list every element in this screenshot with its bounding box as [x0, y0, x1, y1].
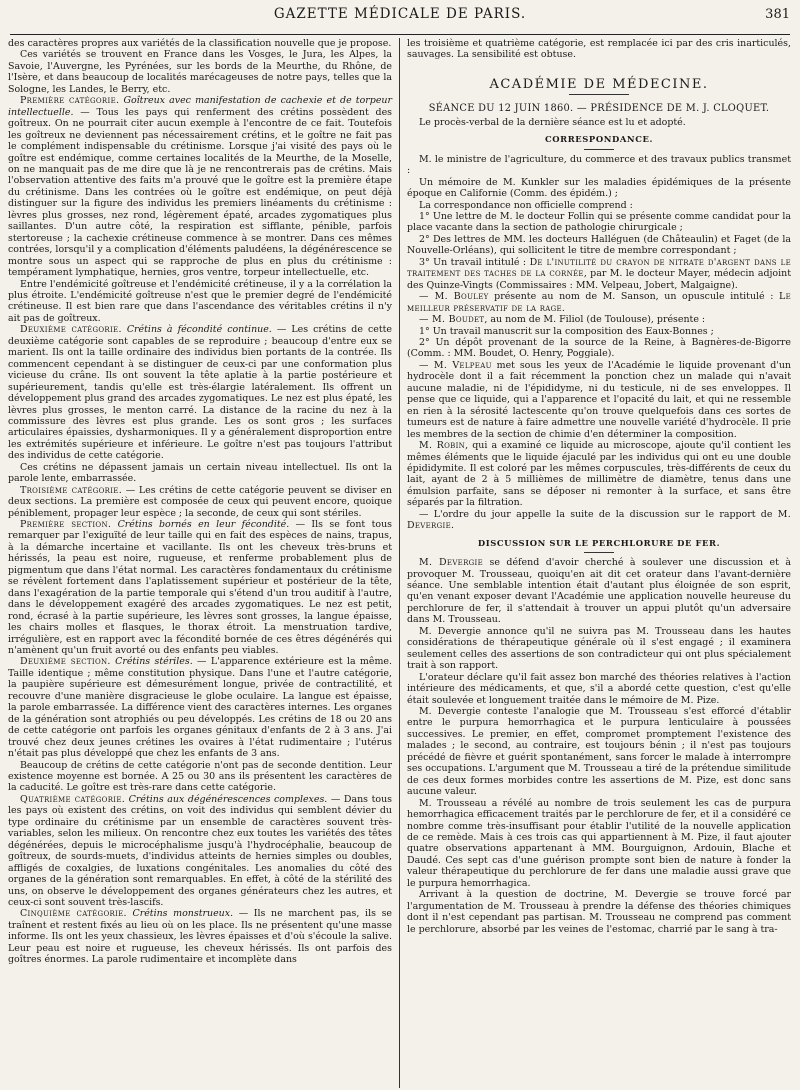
paragraph: Arrivant à la question de doctrine, M. Devergie se trouve forcé par l'argumentation de M. Trousseau à prendre la défense des théories chimiques dont il n'est cependant pas partisan. M. Trousseau ne comprend pas comment le perchlorure, absorbé par les veines de l'estomac, charrié par le sang à tra- [407, 889, 791, 935]
paragraph-fourth-category [8, 794, 392, 909]
left-column [8, 38, 399, 1088]
work-title: Le meilleur préservatif de la rage. [407, 291, 791, 314]
paragraph: Ces variétés se trouvent en France dans les Vosges, le Jura, les Alpes, la Savoie, l'Auvergne, les Pyrénées, sur les bords de la Meurthe, du Rhône, de l'Isère, et dans beaucoup de localités marécageuses de notre pays, telles que la Sologne, les Landes, le Berry, etc. [8, 49, 392, 95]
paragraph: — M. Velpeau met sous les yeux de l'Académie le liquide provenant d'un hydrocèle dont il a fait récemment la ponction chez un malade qui n'avait aucune maladie, ni de l'épididyme, ni du testicule, ni de ses enveloppes. Il pense que ce liquide, qui a l'apparence et l'opacité du lait, et qui ne ressemble en rien à la sérosité lactescente qu'on trouve quelquefois dans ces sortes de tumeurs est de nature à faire admettre une nouvelle variété d'hydrocèle. Il prie les membres de la section de chimie d'en déterminer la composition. [407, 359, 791, 440]
paragraph: M. Robin, qui a examiné ce liquide au microscope, ajoute qu'il contient les mêmes éléments que le liquide éjaculé par les individus qui ont eu une double épididymite. Il est coloré par les mêmes corpuscules, très-différents de ceux du lait, ayant de 2 à 5 millièmes de millimètre de diamètre, tenus dans une émulsion parfaite, sans se déposer ni remonter à la surface, et sans être séparés par la filtration. [407, 440, 791, 509]
paragraph-text: — Les crétins de cette catégorie peuvent se diviser en deux sections. La première est composée de ceux qui peuvent encore, quoique péniblement, propager leur espèce ; la seconde, de ceux qui sont stériles. [8, 484, 392, 519]
paragraph: les troisième et quatrième catégorie, est remplacée ici par des cris inarticulés, sauvages. La sensibilité est obtuse. [407, 38, 791, 61]
page-header [10, 6, 790, 35]
paragraph: Entre l'endémicité goîtreuse et l'endémicité crétineuse, il y a la corrélation la plus étroite. L'endémicité goîtreuse n'est que le premier degré de l'endémicité crétineuse. Il est bien rare que dans l'ascendance des véritables crétins il n'y ait pas de goîtreux. [8, 278, 392, 324]
paragraph: Ces crétins ne dépassent jamais un certain niveau intellectuel. Ils ont la parole lente, embarrassée. [8, 461, 392, 485]
speaker-name: — M. Bouley [419, 291, 489, 303]
category-title: Crétins aux dégénérescences complexes. [128, 793, 328, 805]
paragraph-text: — L'apparence extérieure est la même. Taille identique ; même constitution physique. Dans l'une et l'autre catégorie, la paupière supérieure est démesurément longue, privée de contractilité, et recouvre d'une manière disgracieuse le globe oculaire. La langue est épaisse, la parole embarrassée. La différence vient des caractères internes. Les organes de la génération sont atrophiés ou peu développés. Les crétins de 18 ou 20 ans de cette catégorie ont parfois les organes génitaux d'enfants de 2 à 3 ans. J'ai trouvé chez deux jeunes crétines les ovaires à l'état rudimentaire ; l'utérus n'était pas plus développé que chez les enfants de 3 ans. [8, 656, 393, 760]
paragraph: 1° Une lettre de M. le docteur Follin qui se présente comme candidat pour la place vacante dans la section de pathologie chirurgicale ; [407, 210, 791, 234]
paragraph-second-section [8, 656, 392, 759]
paragraph-text: — Ils ne marchent pas, ils se traînent et restent fixés au lieu où on les place. Ils ne présentent qu'une masse informe. Ils ont les yeux chassieux, les lèvres épaisses et d'où s'écoule la salive. Leur peau est noire et rugueuse, les cheveux hérissés. Ils ont parfois des goîtres énormes. La parole rudimentaire et incomplète dans [8, 908, 392, 966]
paragraph: 1° Un travail manuscrit sur la composition des Eaux-Bonnes ; [419, 325, 714, 337]
paragraph: — M. Bouley présente au nom de M. Sanson, un opuscule intitulé : Le meilleur préservatif de la rage. [407, 291, 791, 314]
paragraph-fifth-category [8, 908, 392, 965]
paragraph-text: — Tous les pays qui renferment des crétins possèdent des goîtreux. On ne pourrait citer aucun exemple à l'encontre de ce fait. Toutefois les goîtreux ne deviennent pas nécessairement crétins, et le goître ne fait pas le complément indispensable du crétinisme. Lorsque j'ai visité des pays où le goître est endémique, comme certaines localités de la Meurthe, de la Moselle, on ne manquait pas de me dire que là je ne rencontrerais pas de crétins. Mais l'observation attentive des faits m'a prouvé que le goître est la première étape du crétinisme. Dans les contrées où le goître est endémique, on peut déjà distinguer sur la figure des individus les premiers linéaments du crétinisme : lèvres plus grosses, nez rond, légèrement épaté, arcades zygomatiques plus saillantes. D'un autre côté, la respiration est sifflante, pénible, parfois stertoreuse ; la cachexie crétineuse commence à se montrer. Dans ces mêmes contrées, lorsqu'il y a complication d'éléments paludéens, la dégénérescence se montre sous un aspect qui se rapproche de plus en plus du crétinisme : tempérament lymphatique, hernies, gros ventre, torpeur intellectuelle, etc. [8, 106, 392, 279]
paragraph: Beaucoup de crétins de cette catégorie n'ont pas de seconde dentition. Leur existence moyenne est bornée. A 25 ou 30 ans ils présentent les caractères de la caducité. Le goître est très-rare dans cette catégorie. [8, 759, 392, 794]
paragraph: 2° Un dépôt provenant de la source de la Reine, à Bagnères-de-Bigorre (Comm. : MM. Boudet, O. Henry, Poggiale). [407, 336, 791, 360]
category-label: Deuxième catégorie. [20, 324, 122, 336]
columns [8, 38, 792, 1088]
section-title: Crétins bornés en leur fécondité. [117, 519, 290, 531]
paragraph: — M. Boudet, au nom de M. Filiol (de Toulouse), présente : [419, 314, 706, 326]
speaker-name: M. Devergie. [407, 508, 791, 532]
paragraph: des caractères propres aux variétés de la classification nouvelle que je propose. [8, 38, 392, 49]
heading-rule [569, 94, 629, 95]
paragraph: L'orateur déclare qu'il fait assez bon marché des théories relatives à l'action intérieure des médicaments, et que, s'il a abordé cette question, c'est qu'elle était soulevée et longuement traitée dans le mémoire de M. Pize. [407, 671, 791, 706]
journal-title: GAZETTE MÉDICALE DE PARIS. [273, 6, 527, 22]
section-label: Première section. [20, 519, 112, 531]
paragraph: M. Devergie conteste l'analogie que M. Trousseau s'est efforcé d'établir entre le purpura hemorrhagica et le purpura lenticulaire à poussées successives. Le premier, en effet, compromet promptement l'existence des malades ; le second, au contraire, est toujours bénin ; il n'est pas toujours précédé de fièvre et guérit spontanément, sans forcer le malade à interrompre ses occupations. L'argument que M. Trousseau a tiré de la prétendue similitude de ces deux formes morbides contre les assertions de M. Pize, est donc sans aucune valeur. [407, 706, 791, 798]
paragraph: M. Devergie se défend d'avoir cherché à soulever une discussion et à provoquer M. Trousseau, quoiqu'en ait dit cet orateur dans l'avant-dernière séance. Une semblable intention était d'autant plus éloignée de son esprit, qu'en venant exposer devant l'Académie une application nouvelle heureuse du perchlorure de fer, il s'attendait à trouver un appui plutôt qu'un adversaire dans M. Trousseau. [407, 557, 791, 626]
speaker-name: — M. Boudet [419, 314, 485, 326]
category-title: Crétins monstrueux. [132, 908, 234, 920]
category-label: Troisième catégorie. [20, 484, 122, 496]
paragraph: M. Devergie annonce qu'il ne suivra pas M. Trousseau dans les hautes considérations de thérapeutique générale où il s'est engagé ; il examinera seulement celles des assertions de son contradicteur qui ont plus spécialement trait à son rapport. [407, 625, 791, 672]
paragraph: M. Trousseau a révélé au nombre de trois seulement les cas de purpura hemorrhagica efficacement traités par le perchlorure de fer, et il a considéré ce nombre comme très-insuffisant pour établir l'utilité de la nouvelle application de ce remède. Mais à ces trois cas qui appartiennent à M. Pize, il faut ajouter quatre observations appartenant à MM. Bourguignon, Ardouin, Blache et Daudé. Ces sept cas d'une guérison prompte sont bien de nature à fonder la valeur thérapeutique du perchlorure de fer dans une maladie aussi grave que le purpura hemorrhagica. [407, 797, 791, 889]
section-label: Deuxième section. [20, 656, 111, 668]
paragraph: — L'ordre du jour appelle la suite de la discussion sur le rapport de M. Devergie. [407, 508, 791, 532]
speaker-name: M. Devergie [419, 557, 484, 569]
section-title: Crétins stériles. [115, 656, 193, 668]
paragraph-first-section [8, 519, 392, 656]
academy-heading: ACADÉMIE DE MÉDECINE. [489, 76, 709, 92]
session-heading: SÉANCE DU 12 JUIN 1860. — PRÉSIDENCE DE M. J. CLOQUET. [428, 103, 770, 115]
heading-rule [584, 552, 614, 553]
correspondence-heading: CORRESPONDANCE. [545, 134, 653, 145]
category-label: Cinquième catégorie. [20, 908, 127, 920]
paragraph: Un mémoire de M. Kunkler sur les maladies épidémiques de la présente époque en Californie (Comm. des épidém.) ; [407, 176, 791, 200]
speaker-name: M. Robin [419, 440, 466, 452]
paragraph-text: — Ils se font tous remarquer par l'exiguïté de leur taille qui en fait des espèces de nains, trapus, à la démarche incertaine et vacillante. Ils ont les cheveux très-bruns et hérissés, la peau est noire, rugueuse, et renferme probablement plus de pigmentum que dans l'état normal. Les caractères fondamentaux du crétinisme se révèlent fortement dans l'aplatissement supérieur et postérieur de la tête, dans l'exagération de la partie temporale qui s'étend d'un trou auditif à l'autre, dans le développement exagéré des arcades zygomatiques. Le nez est petit, rond, écrasé à la partie supérieure, les lèvres sont grosses, la langue épaisse, les chairs molles et flasques, le thorax étroit. La menstruation tardive, irrégulière, est en rapport avec la fécondité bornée de ces êtres dégénérés qui n'amènent qu'un fruit avorté ou des enfants peu viables. [8, 519, 392, 657]
right-column [400, 38, 791, 1088]
category-label: Quatrième catégorie. [20, 793, 126, 805]
work-title: De l'inutilité du crayon de nitrate d'argent dans le traitement des taches de la cornée [407, 256, 791, 280]
category-title: Crétins à fécondité continue. [126, 324, 272, 336]
paragraph-third-category [8, 485, 392, 519]
paragraph-second-category [8, 324, 392, 461]
paragraph: M. le ministre de l'agriculture, du commerce et des travaux publics transmet : [407, 153, 791, 177]
paragraph: 3° Un travail intitulé : De l'inutilité du crayon de nitrate d'argent dans le traitement des taches de la cornée, par M. le docteur Mayer, médecin adjoint des Quinze-Vingts (Commissaires : MM. Velpeau, Jobert, Malgaigne). [407, 256, 791, 291]
paragraph: La correspondance non officielle comprend : [419, 199, 633, 211]
speaker-name: — M. Velpeau [419, 359, 492, 371]
paragraph-text: — Dans tous les pays où existent des crétins, on voit des individus qui semblent dévier du type ordinaire du crétinisme par un ensemble de caractères souvent très-variables, selon les milieux. On rencontre chez eux toutes les variétés des têtes dégénérées, depuis le microcéphalisme jusqu'à l'hydrocéphalie, beaucoup de goîtreux, de sourds-muets, d'individus atteints de hernies simples ou doubles, affligés de coxalgies, de luxations congénitales. Les anomalies du côté des organes de la génération sont remarquables. En effet, à côté de la stérilité des uns, on observe le développement des organes générateurs chez les autres, et ceux-ci sont souvent très-lascifs. [8, 793, 393, 908]
category-label: Première catégorie. [20, 95, 120, 107]
discussion-heading: DISCUSSION SUR LE PERCHLORURE DE FER. [477, 537, 721, 548]
paragraph: 2° Des lettres de MM. les docteurs Halléguen (de Châteaulin) et Faget (de la Nouvelle-Orléans), qui sollicitent le titre de membre correspondant ; [407, 233, 791, 257]
category-title: Goîtreux avec manifestation de cachexie et de torpeur intellectuelle. [8, 95, 393, 118]
paragraph-text: — Les crétins de cette deuxième catégorie sont capables de se reproduire ; beaucoup d'entre eux se marient. Ils ont la taille ordinaire des individus bien portants de la contrée. Ils commencent cependant à se distinguer de ceux-ci par une conformation plus vicieuse du crâne. Ils ont souvent la tête aplatie à la partie postérieure et supérieurement, tandis qu'elle est très-élargie latéralement. Ils offrent un développement plus grand des arcades zygomatiques. Le nez est plus épaté, les lèvres plus grosses, le menton carré. La distance de la racine du nez à la commissure des lèvres est plus grande. Les os sont gros ; les surfaces articulaires épaissies, dysharmoniques. Il y a généralement disproportion entre les extrémités supérieure et inférieure. Le goître n'est pas toujours l'attribut des individus de cette catégorie. [8, 324, 392, 462]
page-number: 381 [765, 7, 790, 22]
paragraph-first-category [8, 95, 392, 278]
heading-rule [584, 149, 614, 150]
paragraph: Le procès-verbal de la dernière séance est lu et adopté. [419, 116, 686, 128]
